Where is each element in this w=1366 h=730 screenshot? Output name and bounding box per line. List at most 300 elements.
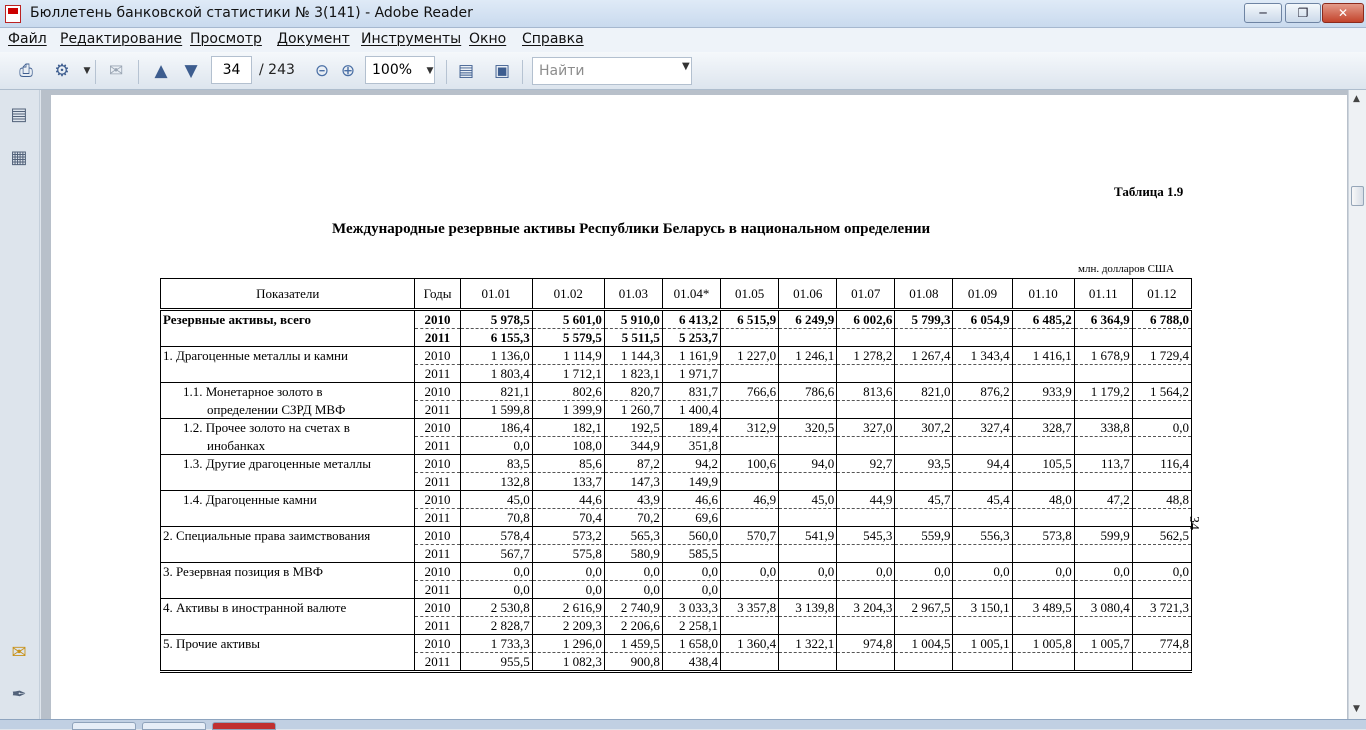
value-cell: 2 530,8 — [460, 599, 532, 617]
row-label — [161, 329, 415, 347]
value-cell — [1074, 653, 1132, 672]
value-cell: 1 658,0 — [662, 635, 720, 653]
value-cell — [837, 401, 895, 419]
find-dropdown-icon[interactable]: ▼ — [682, 61, 690, 72]
value-cell: 351,8 — [662, 437, 720, 455]
value-cell: 100,6 — [721, 455, 779, 473]
value-cell: 0,0 — [460, 437, 532, 455]
value-cell: 149,9 — [662, 473, 720, 491]
value-cell — [837, 545, 895, 563]
value-cell: 45,4 — [953, 491, 1012, 509]
value-cell: 6 002,6 — [837, 310, 895, 329]
table-row — [161, 329, 1192, 347]
table-row — [161, 509, 1192, 527]
value-cell: 974,8 — [837, 635, 895, 653]
value-cell — [895, 329, 953, 347]
value-cell: 94,2 — [662, 455, 720, 473]
value-cell: 1 267,4 — [895, 347, 953, 365]
value-cell: 1 114,9 — [532, 347, 604, 365]
share-icon[interactable]: ⚙ — [54, 61, 70, 81]
value-cell: 1 971,7 — [662, 365, 720, 383]
value-cell — [779, 509, 837, 527]
value-cell: 1 803,4 — [460, 365, 532, 383]
value-cell — [953, 545, 1012, 563]
row-label — [161, 617, 415, 635]
value-cell: 0,0 — [1132, 419, 1191, 437]
value-cell: 1 227,0 — [721, 347, 779, 365]
zoom-dropdown-icon[interactable]: ▼ — [426, 66, 434, 76]
year-cell: 2010 — [415, 310, 460, 329]
column-header: 01.05 — [721, 279, 779, 310]
table-row — [161, 401, 1192, 419]
value-cell: 3 721,3 — [1132, 599, 1191, 617]
row-label — [161, 509, 415, 527]
column-header: 01.11 — [1074, 279, 1132, 310]
value-cell: 3 489,5 — [1012, 599, 1074, 617]
value-cell: 182,1 — [532, 419, 604, 437]
value-cell — [1132, 401, 1191, 419]
value-cell: 0,0 — [721, 563, 779, 581]
value-cell: 1 260,7 — [604, 401, 662, 419]
value-cell: 0,0 — [895, 563, 953, 581]
value-cell — [1074, 545, 1132, 563]
value-cell — [837, 509, 895, 527]
value-cell: 186,4 — [460, 419, 532, 437]
value-cell: 5 978,5 — [460, 310, 532, 329]
minimize-button[interactable] — [1244, 3, 1282, 23]
toolbar-separator — [95, 60, 96, 84]
row-label: 1. Драгоценные металлы и камни — [161, 347, 415, 365]
value-cell — [1132, 653, 1191, 672]
value-cell — [779, 401, 837, 419]
toolbar-separator — [522, 60, 523, 84]
value-cell: 541,9 — [779, 527, 837, 545]
value-cell — [895, 509, 953, 527]
value-cell — [837, 653, 895, 672]
value-cell: 556,3 — [953, 527, 1012, 545]
column-header: 01.08 — [895, 279, 953, 310]
column-header: 01.12 — [1132, 279, 1191, 310]
table-row — [161, 635, 1192, 653]
value-cell: 1 343,4 — [953, 347, 1012, 365]
year-cell: 2011 — [415, 473, 460, 491]
value-cell: 1 733,3 — [460, 635, 532, 653]
page-number-input[interactable]: 34 — [211, 56, 252, 84]
value-cell — [953, 581, 1012, 599]
value-cell — [779, 581, 837, 599]
value-cell: 45,0 — [779, 491, 837, 509]
value-cell: 0,0 — [604, 581, 662, 599]
value-cell: 3 204,3 — [837, 599, 895, 617]
value-cell — [1012, 509, 1074, 527]
previous-page-icon[interactable]: ▲ — [154, 61, 168, 81]
value-cell — [1074, 365, 1132, 383]
value-cell: 45,0 — [460, 491, 532, 509]
close-icon: ✕ — [1337, 6, 1349, 20]
value-cell — [895, 653, 953, 672]
value-cell: 2 209,3 — [532, 617, 604, 635]
fit-width-icon[interactable]: ▤ — [457, 61, 475, 81]
value-cell: 5 910,0 — [604, 310, 662, 329]
value-cell: 1 136,0 — [460, 347, 532, 365]
value-cell: 933,9 — [1012, 383, 1074, 401]
value-cell: 1 278,2 — [837, 347, 895, 365]
value-cell: 575,8 — [532, 545, 604, 563]
row-label — [161, 653, 415, 672]
table-body — [161, 310, 1192, 672]
value-cell — [721, 509, 779, 527]
print-icon[interactable]: ⎙ — [19, 61, 33, 81]
value-cell: 133,7 — [532, 473, 604, 491]
value-cell — [1012, 473, 1074, 491]
value-cell: 189,4 — [662, 419, 720, 437]
value-cell: 0,0 — [460, 563, 532, 581]
year-cell: 2010 — [415, 527, 460, 545]
value-cell: 559,9 — [895, 527, 953, 545]
table-row — [161, 310, 1192, 329]
value-cell — [1132, 365, 1191, 383]
table-row — [161, 419, 1192, 437]
value-cell: 85,6 — [532, 455, 604, 473]
value-cell — [1012, 653, 1074, 672]
value-cell: 2 967,5 — [895, 599, 953, 617]
value-cell: 570,7 — [721, 527, 779, 545]
comment-icon[interactable]: ✉ — [108, 61, 124, 81]
value-cell — [953, 473, 1012, 491]
menu-document[interactable]: Документ — [277, 31, 350, 47]
value-cell: 338,8 — [1074, 419, 1132, 437]
value-cell: 1 005,8 — [1012, 635, 1074, 653]
value-cell — [895, 437, 953, 455]
value-cell: 545,3 — [837, 527, 895, 545]
value-cell — [779, 437, 837, 455]
value-cell: 113,7 — [1074, 455, 1132, 473]
value-cell: 1 416,1 — [1012, 347, 1074, 365]
value-cell: 1 179,2 — [1074, 383, 1132, 401]
value-cell: 0,0 — [532, 563, 604, 581]
value-cell: 6 413,2 — [662, 310, 720, 329]
value-cell: 560,0 — [662, 527, 720, 545]
value-cell: 48,0 — [1012, 491, 1074, 509]
next-page-icon[interactable]: ▼ — [184, 61, 198, 81]
value-cell — [953, 617, 1012, 635]
year-cell: 2010 — [415, 455, 460, 473]
bookmarks-panel-icon[interactable]: ▦ — [10, 147, 28, 168]
pdf-app-icon — [5, 5, 21, 23]
value-cell: 69,6 — [662, 509, 720, 527]
value-cell: 307,2 — [895, 419, 953, 437]
value-cell — [895, 617, 953, 635]
value-cell: 766,6 — [721, 383, 779, 401]
value-cell: 1 161,9 — [662, 347, 720, 365]
value-cell — [1132, 545, 1191, 563]
zoom-out-icon[interactable]: ⊝ — [314, 61, 330, 81]
value-cell — [895, 401, 953, 419]
table-row — [161, 473, 1192, 491]
value-cell: 192,5 — [604, 419, 662, 437]
value-cell — [1012, 437, 1074, 455]
value-cell: 94,0 — [779, 455, 837, 473]
value-cell: 1 400,4 — [662, 401, 720, 419]
year-cell: 2010 — [415, 347, 460, 365]
attachments-panel-icon[interactable]: ✒ — [11, 684, 27, 705]
menu-help[interactable]: Справка — [522, 31, 584, 47]
row-label: 1.4. Драгоценные камни — [161, 491, 415, 509]
value-cell — [1074, 329, 1132, 347]
value-cell: 1 712,1 — [532, 365, 604, 383]
year-cell: 2011 — [415, 329, 460, 347]
column-header: Показатели — [161, 279, 415, 310]
value-cell: 1 459,5 — [604, 635, 662, 653]
pages-panel-icon[interactable]: ▤ — [10, 104, 28, 125]
value-cell: 821,0 — [895, 383, 953, 401]
value-cell: 1 004,5 — [895, 635, 953, 653]
value-cell: 94,4 — [953, 455, 1012, 473]
close-button[interactable] — [1322, 3, 1364, 23]
page-total: / 243 — [259, 62, 295, 78]
row-label: определении СЗРД МВФ — [161, 401, 415, 419]
value-cell: 6 054,9 — [953, 310, 1012, 329]
value-cell — [1074, 581, 1132, 599]
value-cell: 43,9 — [604, 491, 662, 509]
fit-page-icon[interactable]: ▣ — [493, 61, 511, 81]
value-cell — [721, 653, 779, 672]
value-cell: 1 082,3 — [532, 653, 604, 672]
value-cell — [953, 437, 1012, 455]
row-label: 2. Специальные права заимствования — [161, 527, 415, 545]
value-cell: 0,0 — [604, 563, 662, 581]
column-header: 01.02 — [532, 279, 604, 310]
value-cell — [895, 473, 953, 491]
year-cell: 2011 — [415, 401, 460, 419]
value-cell — [953, 365, 1012, 383]
value-cell — [1012, 365, 1074, 383]
value-cell: 44,9 — [837, 491, 895, 509]
value-cell — [1012, 617, 1074, 635]
value-cell: 831,7 — [662, 383, 720, 401]
value-cell: 599,9 — [1074, 527, 1132, 545]
year-cell: 2011 — [415, 653, 460, 672]
row-label: 1.2. Прочее золото на счетах в — [161, 419, 415, 437]
value-cell — [837, 473, 895, 491]
value-cell — [721, 329, 779, 347]
value-cell: 3 033,3 — [662, 599, 720, 617]
table-row — [161, 581, 1192, 599]
value-cell: 1 823,1 — [604, 365, 662, 383]
value-cell — [1074, 473, 1132, 491]
value-cell — [721, 617, 779, 635]
minimize-icon: ─ — [1259, 6, 1267, 20]
value-cell: 1 296,0 — [532, 635, 604, 653]
row-label — [161, 473, 415, 491]
find-input[interactable]: Найти — [532, 57, 692, 85]
row-label — [161, 545, 415, 563]
value-cell: 1 246,1 — [779, 347, 837, 365]
year-cell: 2011 — [415, 545, 460, 563]
value-cell: 1 399,9 — [532, 401, 604, 419]
value-cell: 567,7 — [460, 545, 532, 563]
row-label: инобанках — [161, 437, 415, 455]
vertical-scrollbar[interactable] — [1348, 90, 1366, 719]
value-cell: 132,8 — [460, 473, 532, 491]
value-cell — [895, 581, 953, 599]
value-cell: 820,7 — [604, 383, 662, 401]
value-cell — [779, 545, 837, 563]
value-cell — [779, 617, 837, 635]
value-cell: 565,3 — [604, 527, 662, 545]
value-cell — [721, 437, 779, 455]
table-row — [161, 653, 1192, 672]
value-cell: 147,3 — [604, 473, 662, 491]
value-cell — [1012, 545, 1074, 563]
value-cell — [1132, 581, 1191, 599]
table-row — [161, 347, 1192, 365]
zoom-in-icon[interactable]: ⊕ — [340, 61, 356, 81]
value-cell: 320,5 — [779, 419, 837, 437]
value-cell: 1 144,3 — [604, 347, 662, 365]
value-cell — [721, 473, 779, 491]
value-cell — [779, 365, 837, 383]
share-dropdown-icon[interactable]: ▼ — [83, 66, 91, 76]
value-cell: 327,4 — [953, 419, 1012, 437]
row-label: 3. Резервная позиция в МВФ — [161, 563, 415, 581]
value-cell: 0,0 — [1012, 563, 1074, 581]
table-number: Таблица 1.9 — [1114, 184, 1184, 199]
value-cell: 6 788,0 — [1132, 310, 1191, 329]
window-title: Бюллетень банковской статистики № 3(141) - Adobe Reader — [30, 5, 473, 21]
value-cell: 1 005,7 — [1074, 635, 1132, 653]
table-row — [161, 599, 1192, 617]
table-row — [161, 365, 1192, 383]
value-cell: 47,2 — [1074, 491, 1132, 509]
column-header: 01.06 — [779, 279, 837, 310]
value-cell: 83,5 — [460, 455, 532, 473]
value-cell: 328,7 — [1012, 419, 1074, 437]
value-cell: 580,9 — [604, 545, 662, 563]
value-cell: 1 360,4 — [721, 635, 779, 653]
table-row — [161, 527, 1192, 545]
value-cell — [779, 473, 837, 491]
menu-window[interactable]: Окно — [469, 31, 507, 47]
year-cell: 2010 — [415, 491, 460, 509]
value-cell: 573,2 — [532, 527, 604, 545]
value-cell: 900,8 — [604, 653, 662, 672]
column-header: 01.04* — [662, 279, 720, 310]
value-cell — [1132, 473, 1191, 491]
value-cell: 578,4 — [460, 527, 532, 545]
value-cell — [779, 653, 837, 672]
table-row — [161, 491, 1192, 509]
scroll-down-icon[interactable]: ▼ — [1353, 704, 1360, 714]
value-cell — [721, 401, 779, 419]
value-cell: 116,4 — [1132, 455, 1191, 473]
value-cell: 802,6 — [532, 383, 604, 401]
value-cell: 6 515,9 — [721, 310, 779, 329]
value-cell — [1132, 329, 1191, 347]
row-label: 4. Активы в иностранной валюте — [161, 599, 415, 617]
value-cell: 44,6 — [532, 491, 604, 509]
year-cell: 2010 — [415, 635, 460, 653]
value-cell — [1012, 329, 1074, 347]
value-cell: 0,0 — [779, 563, 837, 581]
zoom-level-input[interactable]: 100% — [365, 56, 435, 84]
year-cell: 2010 — [415, 599, 460, 617]
value-cell: 105,5 — [1012, 455, 1074, 473]
value-cell: 774,8 — [1132, 635, 1191, 653]
scroll-up-icon[interactable]: ▲ — [1353, 94, 1360, 104]
value-cell: 5 579,5 — [532, 329, 604, 347]
table-row — [161, 617, 1192, 635]
scrollbar-thumb[interactable] — [1351, 186, 1364, 206]
value-cell — [837, 437, 895, 455]
value-cell — [1074, 401, 1132, 419]
value-cell: 344,9 — [604, 437, 662, 455]
value-cell: 70,2 — [604, 509, 662, 527]
value-cell: 0,0 — [1132, 563, 1191, 581]
year-cell: 2010 — [415, 419, 460, 437]
value-cell — [1074, 617, 1132, 635]
value-cell — [1132, 509, 1191, 527]
value-cell: 955,5 — [460, 653, 532, 672]
column-header: 01.10 — [1012, 279, 1074, 310]
value-cell: 1 005,1 — [953, 635, 1012, 653]
taskbar — [0, 719, 1366, 729]
value-cell: 876,2 — [953, 383, 1012, 401]
value-cell: 108,0 — [532, 437, 604, 455]
row-label: 5. Прочие активы — [161, 635, 415, 653]
value-cell: 312,9 — [721, 419, 779, 437]
value-cell: 2 616,9 — [532, 599, 604, 617]
window-titlebar — [0, 0, 1366, 28]
value-cell: 2 740,9 — [604, 599, 662, 617]
value-cell: 46,6 — [662, 491, 720, 509]
value-cell: 48,8 — [1132, 491, 1191, 509]
value-cell: 0,0 — [953, 563, 1012, 581]
table-row — [161, 437, 1192, 455]
page-number: 34 — [1186, 516, 1201, 530]
menu-view[interactable]: Просмотр — [190, 31, 262, 47]
reserve-assets-table — [160, 278, 1192, 673]
year-cell: 2011 — [415, 617, 460, 635]
value-cell — [953, 401, 1012, 419]
value-cell: 46,9 — [721, 491, 779, 509]
value-cell — [1132, 617, 1191, 635]
value-cell: 585,5 — [662, 545, 720, 563]
value-cell: 1 599,8 — [460, 401, 532, 419]
value-cell: 6 155,3 — [460, 329, 532, 347]
maximize-button[interactable] — [1285, 3, 1321, 23]
menu-file[interactable]: Файл — [8, 31, 47, 47]
column-header: 01.03 — [604, 279, 662, 310]
value-cell: 87,2 — [604, 455, 662, 473]
year-cell: 2011 — [415, 437, 460, 455]
menu-tools[interactable]: Инструменты — [361, 31, 462, 47]
value-cell: 0,0 — [662, 563, 720, 581]
value-cell: 438,4 — [662, 653, 720, 672]
value-cell: 1 564,2 — [1132, 383, 1191, 401]
value-cell: 0,0 — [1074, 563, 1132, 581]
menu-edit[interactable]: Редактирование — [60, 31, 183, 47]
units-label: млн. долларов США — [1078, 263, 1174, 275]
value-cell — [1132, 437, 1191, 455]
value-cell: 70,8 — [460, 509, 532, 527]
table-row — [161, 455, 1192, 473]
value-cell: 3 080,4 — [1074, 599, 1132, 617]
value-cell: 5 511,5 — [604, 329, 662, 347]
year-cell: 2011 — [415, 365, 460, 383]
value-cell: 70,4 — [532, 509, 604, 527]
comments-panel-icon[interactable]: ✉ — [11, 642, 27, 663]
